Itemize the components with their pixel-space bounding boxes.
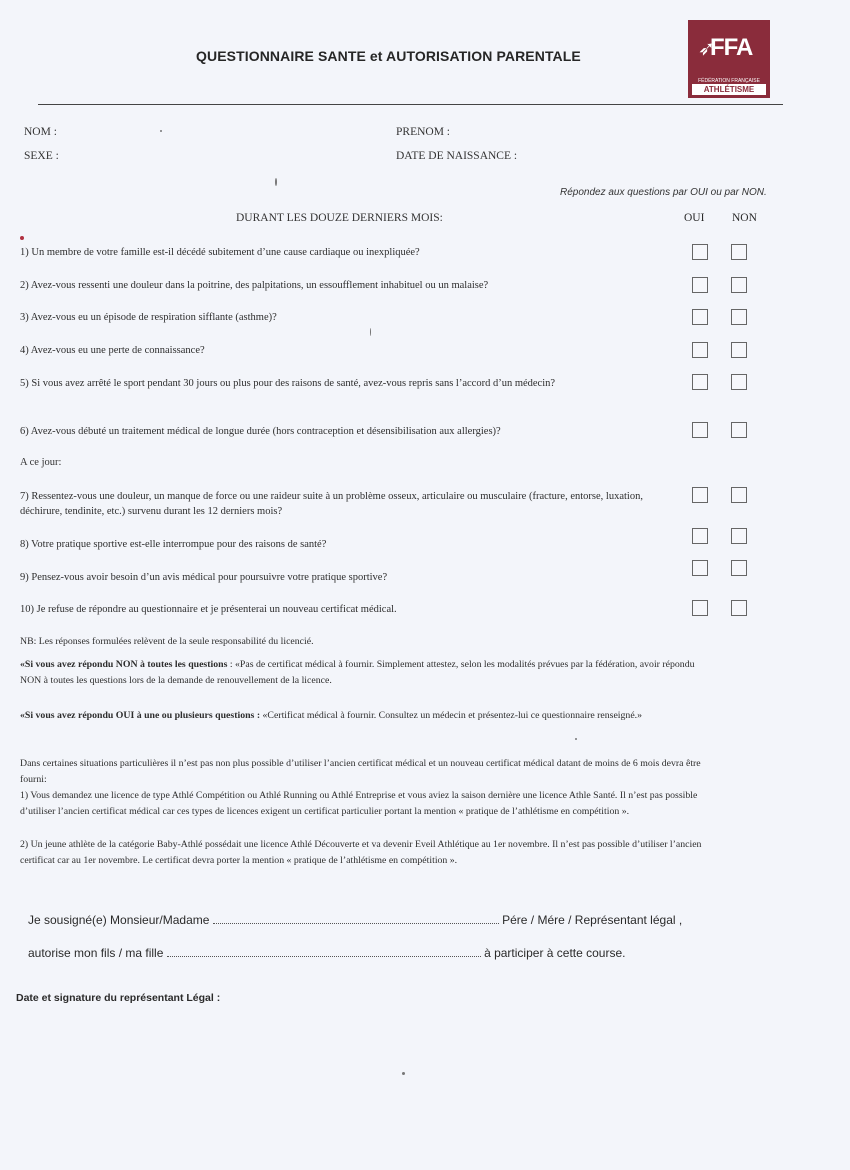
note-all-non — [20, 657, 710, 689]
column-header-oui: OUI — [684, 212, 705, 224]
q9-oui-checkbox[interactable] — [692, 560, 708, 576]
q1-non-checkbox[interactable] — [731, 244, 747, 260]
header-divider — [38, 104, 783, 105]
section-heading-today: A ce jour: — [20, 457, 62, 468]
note-all-non-lead: «Si vous avez répondu NON à toutes les questions — [20, 659, 228, 670]
question-5: 5) Si vous avez arrêté le sport pendant 30 jours ou plus pour des raisons de santé, avez-vous repris sans l’accord d’un médecin? — [20, 378, 556, 389]
sig-line1-end: Pére / Mére / Représentant légal , — [502, 913, 683, 927]
question-3: 3) Avez-vous eu un épisode de respiration sifflante (asthme)? — [20, 312, 277, 323]
nom-label: NOM : — [24, 126, 57, 138]
representative-name-field[interactable] — [213, 911, 499, 924]
sig-line1-start: Je sousigné(e) Monsieur/Madame — [28, 913, 210, 927]
q2-oui-checkbox[interactable] — [692, 277, 708, 293]
scan-speck — [275, 178, 277, 186]
naissance-label: DATE DE NAISSANCE : — [396, 150, 518, 162]
signature-line-2 — [28, 944, 625, 960]
q8-oui-checkbox[interactable] — [692, 528, 708, 544]
q1-oui-checkbox[interactable] — [692, 244, 708, 260]
ffa-logo — [688, 20, 770, 98]
scan-speck — [575, 738, 577, 740]
q9-non-checkbox[interactable] — [731, 560, 747, 576]
q10-non-checkbox[interactable] — [731, 600, 747, 616]
question-9: 9) Pensez-vous avoir besoin d’un avis médical pour poursuivre votre pratique sportive? — [20, 572, 388, 583]
q7-oui-checkbox[interactable] — [692, 487, 708, 503]
note-all-non-body: : «Pas de certificat médical à fournir. Simplement attestez, selon les modalités prévues par la fédération, avoir répondu NON à toutes les questions lors de la demande de renouvellement de la licence. — [20, 659, 695, 686]
question-6: 6) Avez-vous débuté un traitement médical de longue durée (hors contraception et désensibilisation aux allergies)? — [20, 426, 501, 437]
question-10: 10) Je refuse de répondre au questionnaire et je présenterai un nouveau certificat médical. — [20, 604, 397, 615]
q5-oui-checkbox[interactable] — [692, 374, 708, 390]
q8-non-checkbox[interactable] — [731, 528, 747, 544]
runner-bird-icon: ➶ — [698, 38, 715, 60]
scan-speck — [370, 328, 371, 336]
q4-oui-checkbox[interactable] — [692, 342, 708, 358]
question-1: 1) Un membre de votre famille est-il décédé subitement d’une cause cardiaque ou inexpliquée? — [20, 247, 420, 258]
scan-speck — [20, 236, 24, 240]
note-any-oui-body: «Certificat médical à fournir. Consultez un médecin et présentez-lui ce questionnaire renseigné.» — [260, 710, 643, 721]
q3-non-checkbox[interactable] — [731, 309, 747, 325]
note-any-oui-lead: «Si vous avez répondu OUI à une ou plusieurs questions : — [20, 710, 261, 721]
q6-non-checkbox[interactable] — [731, 422, 747, 438]
sig-line2-end: à participer à cette course. — [484, 946, 626, 960]
question-2: 2) Avez-vous ressenti une douleur dans la poitrine, des palpitations, un essoufflement inhabituel ou un malaise? — [20, 280, 489, 291]
note-any-oui — [20, 708, 710, 724]
child-name-field[interactable] — [167, 944, 481, 957]
q5-non-checkbox[interactable] — [731, 374, 747, 390]
date-signature-label: Date et signature du représentant Légal : — [16, 992, 221, 1004]
q10-oui-checkbox[interactable] — [692, 600, 708, 616]
q3-oui-checkbox[interactable] — [692, 309, 708, 325]
sexe-label: SEXE : — [24, 150, 59, 162]
situation-case-2: 2) Un jeune athlète de la catégorie Baby-Athlé possédait une licence Athlé Découverte et va devenir Eveil Athlétique au 1er novembre. Il n’est pas possible d’utiliser l’ancien certificat car au 1er novembre. Le certificat devra porter la mention « pratique de l’athlétisme en compétition ». — [20, 839, 702, 866]
q6-oui-checkbox[interactable] — [692, 422, 708, 438]
scan-speck — [402, 1072, 405, 1075]
logo-subtitle-line2: ATHLÉTISME — [692, 84, 766, 95]
page-title: QUESTIONNAIRE SANTE et AUTORISATION PARENTALE — [196, 48, 581, 64]
instructions-hint: Répondez aux questions par OUI ou par NON. — [560, 187, 767, 198]
logo-brand: FFA — [710, 34, 753, 61]
nb-note: NB: Les réponses formulées relèvent de la seule responsabilité du licencié. — [20, 636, 314, 647]
situation-case-1: 1) Vous demandez une licence de type Athlé Compétition ou Athlé Running ou Athlé Entreprise et vous aviez la saison dernière une licence Athle Santé. Il n’est pas possible d’utiliser l’ancien certificat médical car ces types de licences exigent un certificat particulier portant la mention « pratique de l’athlétisme en compétition ». — [20, 790, 698, 817]
q7-non-checkbox[interactable] — [731, 487, 747, 503]
question-4: 4) Avez-vous eu une perte de connaissance? — [20, 345, 205, 356]
scan-speck — [160, 130, 162, 132]
q4-non-checkbox[interactable] — [731, 342, 747, 358]
question-7: 7) Ressentez-vous une douleur, un manque de force ou une raideur suite à un problème osseux, articulaire ou musculaire (fracture, entorse, luxation, déchirure, tendinite, etc.) survenu durant les 12 derniers mois? — [20, 491, 643, 517]
q2-non-checkbox[interactable] — [731, 277, 747, 293]
signature-line-1 — [28, 911, 682, 927]
column-header-non: NON — [732, 212, 757, 224]
prenom-label: PRENOM : — [396, 126, 450, 138]
logo-subtitle-line1: FÉDÉRATION FRANÇAISE — [698, 78, 760, 84]
sig-line2-start: autorise mon fils / ma fille — [28, 946, 164, 960]
question-8: 8) Votre pratique sportive est-elle interrompue pour des raisons de santé? — [20, 539, 327, 550]
section-heading-12-months: DURANT LES DOUZE DERNIERS MOIS: — [236, 212, 443, 224]
situations-intro: Dans certaines situations particulières il n’est pas non plus possible d’utiliser l’ancien certificat médical et un nouveau certificat médical datant de moins de 6 mois devra être fourni: — [20, 758, 701, 785]
